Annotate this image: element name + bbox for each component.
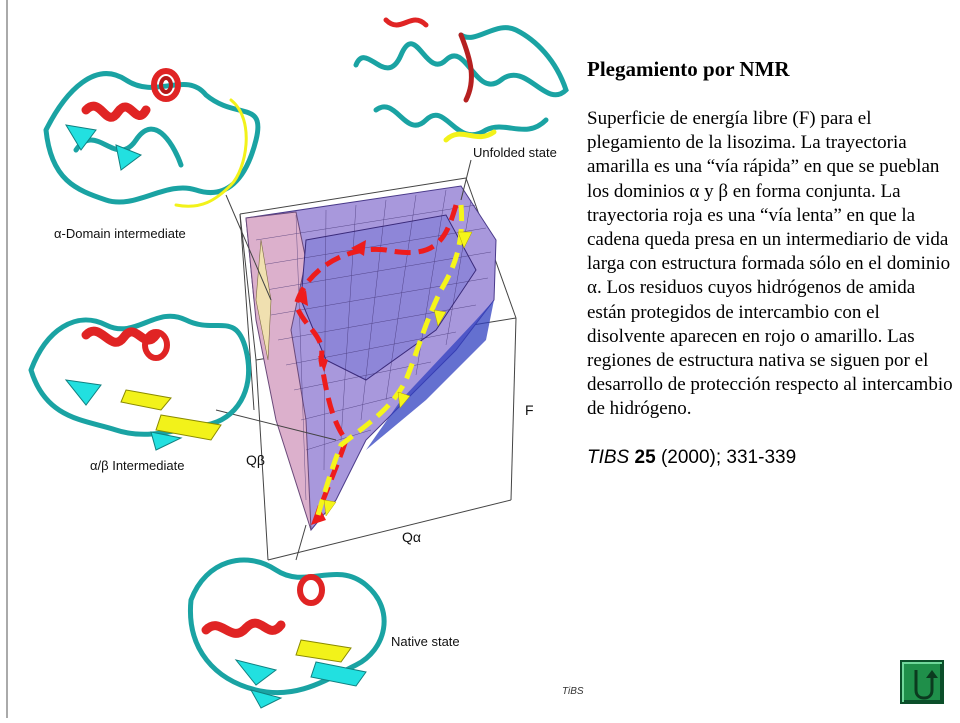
protein-native	[190, 560, 384, 708]
figure-caption: Superficie de energía libre (F) para el plegamiento de la lisozima. La trayectoria amarilla es una “vía rápida” en que se pueblan los dominios α y β en forma conjunta. La trayectoria roja es una “vía lenta” en que la cadena queda presa en un intermediario de vida larga con estructura formada sólo en el dominio α. Los residuos cuyos hidrógenos de amida están protegidos de intercambio con el disolvente aparecen en rojo o amarillo. Las regiones de estructura nativa se siguen por el desarrollo de protección respecto al intercambio de hidrógeno.	[587, 108, 953, 420]
axis-label-qbeta: Qβ	[246, 452, 265, 468]
citation-volume: 25	[634, 446, 656, 468]
slide-title: Plegamiento por NMR	[587, 57, 790, 81]
protein-unfolded	[356, 20, 566, 140]
protein-alpha-domain	[46, 71, 258, 206]
protein-alpha-beta	[31, 316, 249, 450]
text-panel	[587, 56, 955, 470]
citation-journal: TIBS	[587, 446, 630, 468]
label-native-state: Native state	[391, 634, 460, 649]
axis-label-f: F	[525, 402, 534, 418]
citation	[587, 446, 955, 470]
label-alpha-beta-intermediate: α/β Intermediate	[90, 458, 185, 473]
return-arrow-icon	[906, 666, 942, 702]
folding-figure	[6, 0, 602, 718]
label-alpha-domain-intermediate: α-Domain intermediate	[54, 226, 186, 241]
citation-details: (2000); 331-339	[660, 446, 797, 468]
axis-label-qalpha: Qα	[402, 529, 421, 545]
source-mark: TiBS	[562, 686, 584, 697]
label-unfolded-state: Unfolded state	[473, 145, 557, 160]
return-button[interactable]	[900, 660, 944, 704]
